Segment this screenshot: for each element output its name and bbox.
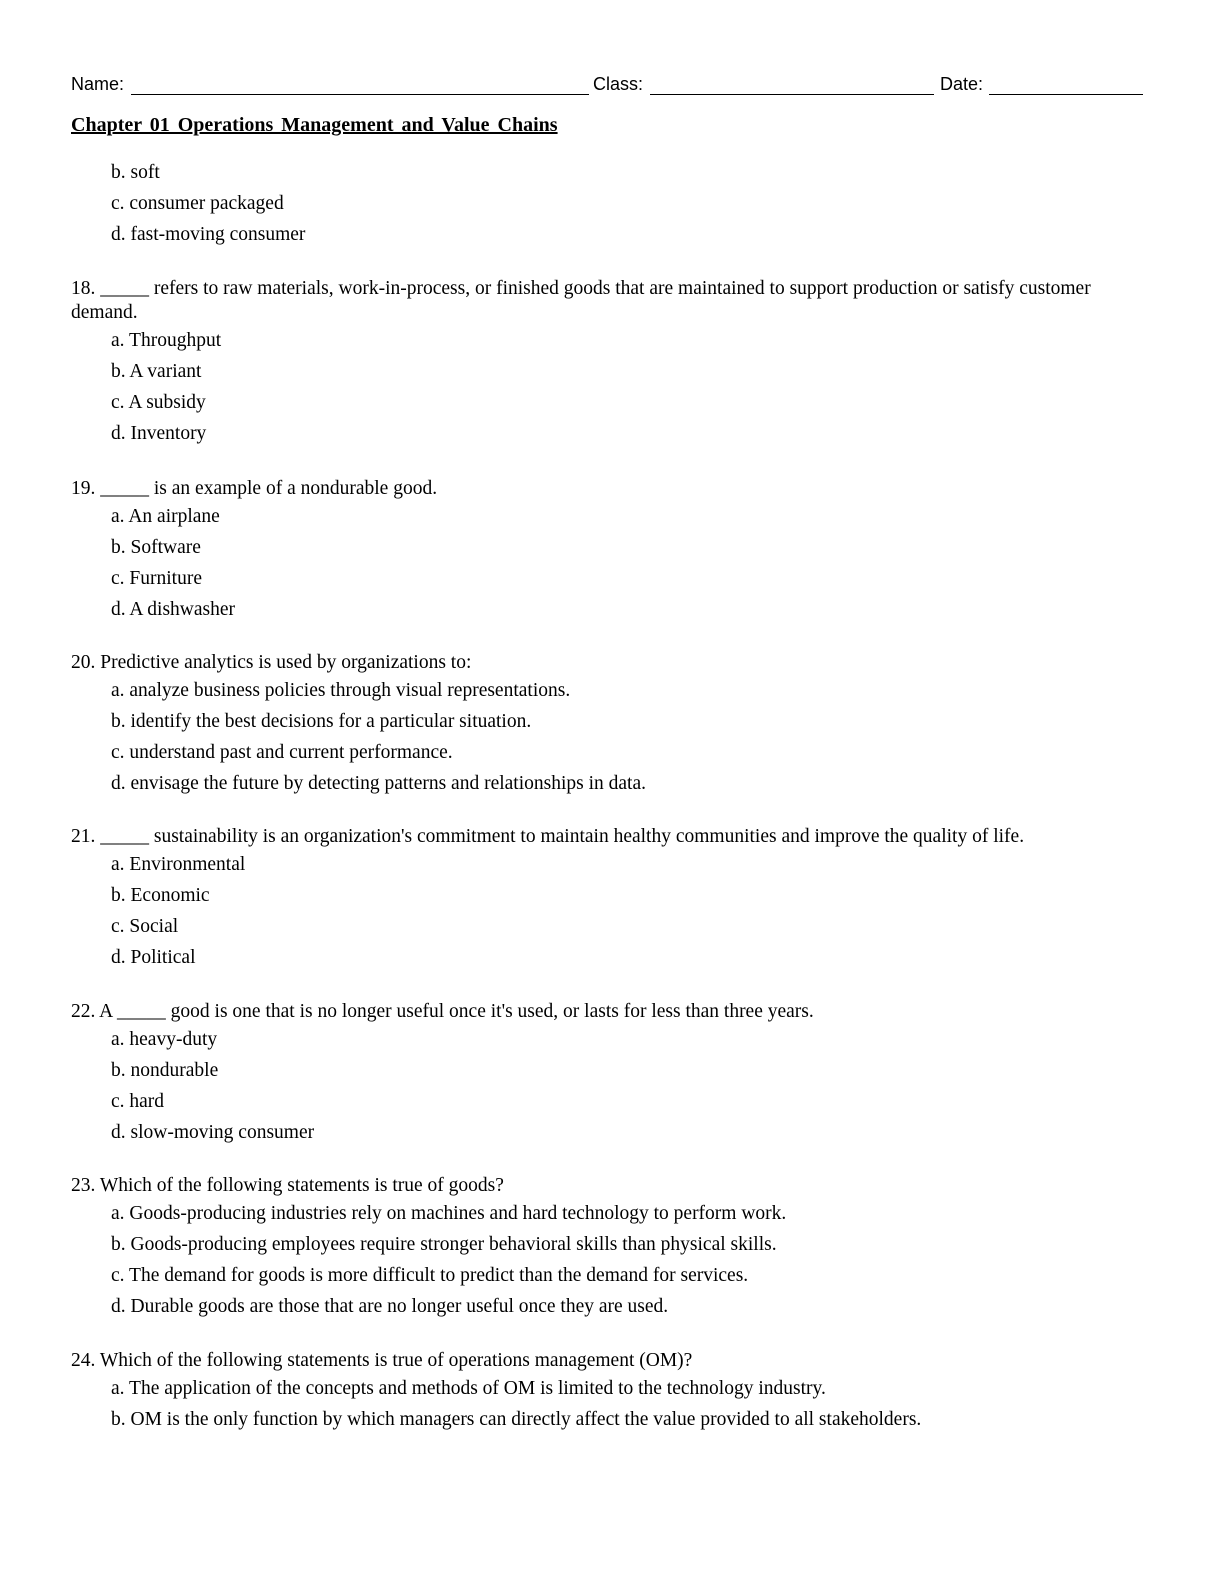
option: b. soft: [111, 162, 160, 183]
option: c. The demand for goods is more difficult to predict than the demand for services.: [111, 1265, 749, 1286]
date-field-line[interactable]: [989, 94, 1143, 95]
options-list: [71, 1028, 1146, 1152]
option: d. envisage the future by detecting patterns and relationships in data.: [111, 773, 647, 794]
option: a. analyze business policies through visual representations.: [111, 680, 571, 701]
question-18: [71, 277, 1146, 453]
option: b. A variant: [111, 361, 202, 382]
option: c. understand past and current performance.: [111, 742, 453, 763]
option: b. nondurable: [111, 1060, 219, 1081]
options-list: [71, 1202, 1146, 1326]
question-stem: 22. A _____ good is one that is no longer useful once it's used, or lasts for less than three years.: [71, 1001, 814, 1022]
question-20: [71, 651, 1146, 803]
option: c. consumer packaged: [111, 193, 284, 214]
question-24: [71, 1349, 1146, 1439]
option: a. Environmental: [111, 854, 246, 875]
question-19: [71, 477, 1146, 629]
option: a. Goods-producing industries rely on machines and hard technology to perform work.: [111, 1203, 787, 1224]
student-info-header: [71, 72, 1143, 98]
option: b. Software: [111, 537, 201, 558]
question-stem: 20. Predictive analytics is used by organizations to:: [71, 652, 472, 673]
question-21: [71, 825, 1146, 977]
option: a. Throughput: [111, 330, 222, 351]
options-list: [71, 1377, 1146, 1439]
class-field-line[interactable]: [650, 94, 934, 95]
option: a. An airplane: [111, 506, 220, 527]
option: c. A subsidy: [111, 392, 206, 413]
class-label: Class:: [593, 74, 644, 94]
question-stem: 21. _____ sustainability is an organization's commitment to maintain healthy communities and improve the quality of life.: [71, 826, 1025, 847]
date-label: Date:: [940, 74, 984, 94]
name-label: Name:: [71, 74, 125, 94]
option: c. Furniture: [111, 568, 202, 589]
question-stem: 19. _____ is an example of a nondurable good.: [71, 478, 438, 499]
option: c. Social: [111, 916, 179, 937]
option: d. slow-moving consumer: [111, 1122, 315, 1143]
options-list: [71, 679, 1146, 803]
options-list: [71, 853, 1146, 977]
option: c. hard: [111, 1091, 165, 1112]
option: b. Goods-producing employees require stronger behavioral skills than physical skills.: [111, 1234, 777, 1255]
option: a. heavy-duty: [111, 1029, 218, 1050]
continued-options: [111, 161, 305, 254]
question-stem: 24. Which of the following statements is true of operations management (OM)?: [71, 1350, 693, 1371]
option: d. Durable goods are those that are no longer useful once they are used.: [111, 1296, 669, 1317]
question-stem: 23. Which of the following statements is true of goods?: [71, 1175, 504, 1196]
option: d. Political: [111, 947, 196, 968]
question-stem: 18. _____ refers to raw materials, work-in-process, or finished goods that are maintained to support production or satisfy customer demand.: [71, 278, 1091, 323]
option: b. Economic: [111, 885, 210, 906]
name-field-line[interactable]: [131, 94, 589, 95]
question-23: [71, 1174, 1146, 1326]
options-list: [71, 329, 1146, 453]
option: b. identify the best decisions for a particular situation.: [111, 711, 532, 732]
option: d. Inventory: [111, 423, 207, 444]
option: d. A dishwasher: [111, 599, 236, 620]
option: d. fast-moving consumer: [111, 224, 306, 245]
option: b. OM is the only function by which managers can directly affect the value provided to all stakeholders.: [111, 1409, 922, 1430]
chapter-title: Chapter 01 Operations Management and Value Chains: [71, 114, 558, 136]
options-list: [71, 505, 1146, 629]
question-22: [71, 1000, 1146, 1152]
option: a. The application of the concepts and methods of OM is limited to the technology industry.: [111, 1378, 826, 1399]
